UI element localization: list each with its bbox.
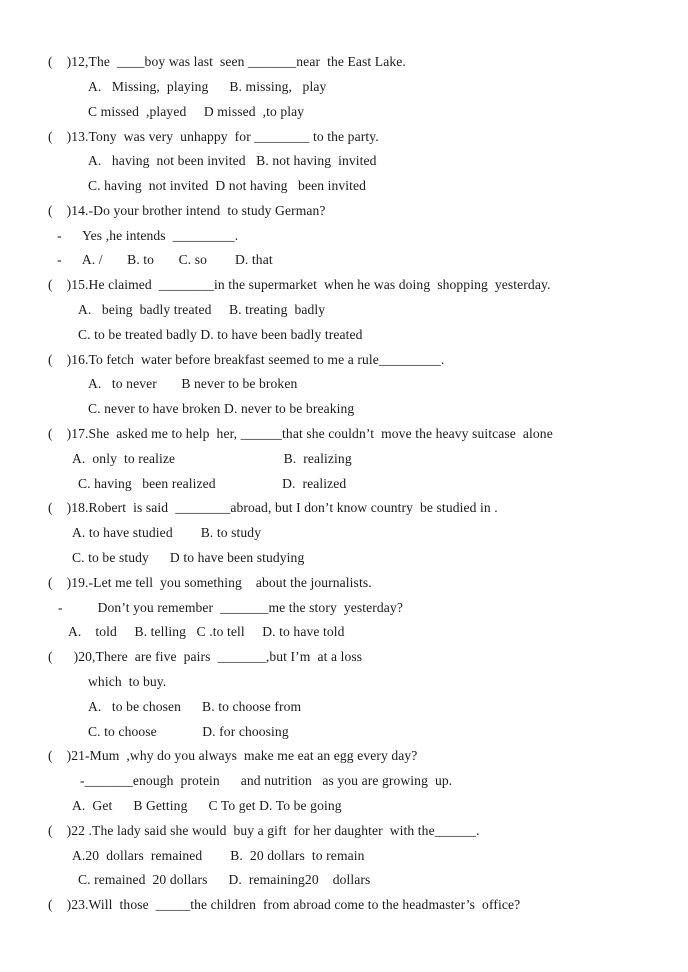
question-22-options-ab: A.20 dollars remained B. 20 dollars to remain <box>72 848 365 863</box>
question-19-response: - Don’t you remember _______me the story yesterday? <box>58 600 403 615</box>
question-20-stem-continued: which to buy. <box>88 674 167 689</box>
question-17-stem: ( )17.She asked me to help her, ______that she couldn’t move the heavy suitcase alone <box>48 426 553 441</box>
question-16-options-cd: C. never to have broken D. never to be breaking <box>88 401 355 416</box>
question-21-options: A. Get B Getting C To get D. To be going <box>72 798 342 813</box>
question-15-options-ab: A. being badly treated B. treating badly <box>78 302 326 317</box>
question-14-response: - Yes ,he intends _________. <box>57 228 239 243</box>
question-13-options-cd: C. having not invited D not having been invited <box>88 178 367 193</box>
question-19-options: A. told B. telling C .to tell D. to have told <box>68 624 345 639</box>
question-16-stem: ( )16.To fetch water before breakfast seemed to me a rule_________. <box>48 352 445 367</box>
question-23-stem: ( )23.Will those _____the children from abroad come to the headmaster’s office? <box>48 897 521 912</box>
question-20-stem: ( )20,There are five pairs _______,but I’m at a loss <box>48 649 363 664</box>
question-13-options-ab: A. having not been invited B. not having invited <box>88 153 377 168</box>
question-22-options-cd: C. remained 20 dollars D. remaining20 dollars <box>78 872 371 887</box>
question-13-stem: ( )13.Tony was very unhappy for ________ to the party. <box>48 129 379 144</box>
question-17-options-cd: C. having been realized D. realized <box>78 476 347 491</box>
question-12-stem: ( )12,The ____boy was last seen _______near the East Lake. <box>48 54 406 69</box>
question-15-options-cd: C. to be treated badly D. to have been badly treated <box>78 327 363 342</box>
question-18-options-cd: C. to be study D to have been studying <box>72 550 305 565</box>
question-18-options-ab: A. to have studied B. to study <box>72 525 262 540</box>
question-17-options-ab: A. only to realize B. realizing <box>72 451 352 466</box>
question-12-options-cd: C missed ,played D missed ,to play <box>88 104 305 119</box>
question-22-stem: ( )22 .The lady said she would buy a gift for her daughter with the______. <box>48 823 480 838</box>
question-20-options-cd: C. to choose D. for choosing <box>88 724 289 739</box>
question-18-stem: ( )18.Robert is said ________abroad, but I don’t know country be studied in . <box>48 500 498 515</box>
question-21-stem: ( )21-Mum ,why do you always make me eat an egg every day? <box>48 748 418 763</box>
question-21-response: -_______enough protein and nutrition as you are growing up. <box>80 773 453 788</box>
question-14-options: - A. / B. to C. so D. that <box>57 252 273 267</box>
question-15-stem: ( )15.He claimed ________in the supermarket when he was doing shopping yesterday. <box>48 277 551 292</box>
question-14-stem: ( )14.-Do your brother intend to study German? <box>48 203 326 218</box>
question-19-stem: ( )19.-Let me tell you something about the journalists. <box>48 575 372 590</box>
question-12-options-ab: A. Missing, playing B. missing, play <box>88 79 327 94</box>
question-20-options-ab: A. to be chosen B. to choose from <box>88 699 302 714</box>
question-16-options-ab: A. to never B never to be broken <box>88 376 298 391</box>
